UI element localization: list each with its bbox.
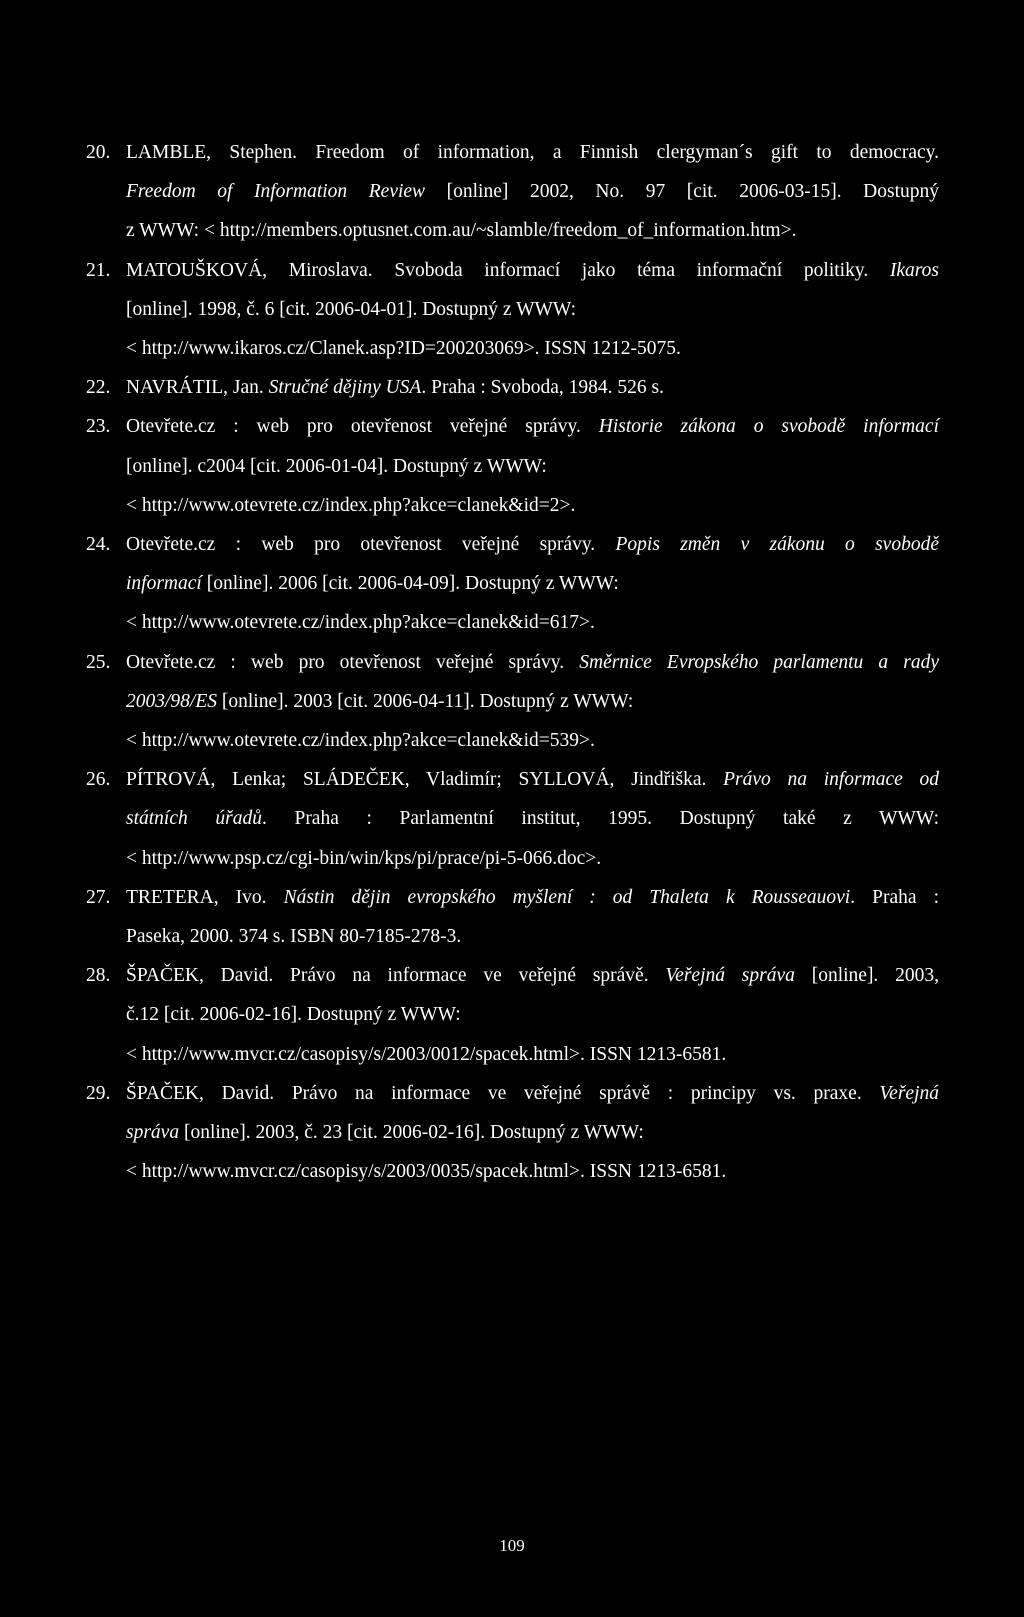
reference-text: Otevřete.cz : web pro otevřenost veřejné správy. xyxy=(126,534,616,556)
reference-line xyxy=(126,290,939,329)
reference-text: [online]. 2006 [cit. 2006-04-09]. Dostupný z WWW: xyxy=(201,573,619,595)
reference-entry xyxy=(86,525,939,643)
reference-entry xyxy=(86,643,939,761)
reference-line xyxy=(126,760,939,799)
reference-text: < http://www.otevrete.cz/index.php?akce=clanek&id=539>. xyxy=(126,730,595,752)
reference-line xyxy=(126,211,939,250)
reference-title-text: Popis změn v zákonu o svobodě xyxy=(615,534,939,556)
reference-line xyxy=(126,603,939,642)
reference-text: [online]. 2003, xyxy=(794,965,940,987)
reference-title-text: Stručné dějiny USA xyxy=(268,377,422,399)
reference-text: Otevřete.cz : web pro otevřenost veřejné správy. xyxy=(126,416,599,438)
reference-text: LAMBLE, Stephen. Freedom of information, a Finnish clergyman´s gift to democracy. xyxy=(126,142,939,163)
reference-line xyxy=(126,1152,939,1191)
reference-text: . Praha : Parlamentní institut, 1995. Dostupný také z WWW: xyxy=(261,808,939,830)
reference-number: 27. xyxy=(86,886,111,908)
reference-line xyxy=(126,1113,939,1152)
reference-text: [online]. 2003 [cit. 2006-04-11]. Dostupný z WWW: xyxy=(217,690,634,712)
reference-text: PÍTROVÁ, Lenka; SLÁDEČEK, Vladimír; SYLLOVÁ, Jindřiška. xyxy=(126,769,724,791)
reference-number: 29. xyxy=(86,1082,111,1104)
reference-text: [online] 2002, No. 97 [cit. 2006-03-15]. Dostupný xyxy=(425,181,939,203)
reference-line xyxy=(126,368,939,407)
reference-title-text: Freedom of Information Review xyxy=(126,181,426,203)
page-number: 109 xyxy=(499,1536,525,1555)
reference-line xyxy=(126,878,939,917)
reference-line xyxy=(126,251,939,290)
reference-title-text: Veřejná xyxy=(879,1082,939,1104)
reference-line xyxy=(126,525,939,564)
reference-title-text: Směrnice Evropského parlamentu a rady xyxy=(579,651,939,673)
reference-line xyxy=(126,486,939,525)
reference-text: [online]. 1998, č. 6 [cit. 2006-04-01]. Dostupný z WWW: xyxy=(126,298,577,320)
reference-text: NAVRÁTIL, Jan. xyxy=(126,377,269,399)
reference-number: 24. xyxy=(86,534,111,556)
reference-entry xyxy=(86,878,939,956)
reference-number: 20. xyxy=(86,142,111,163)
reference-text: TRETERA, Ivo. xyxy=(126,886,284,908)
reference-text: z WWW: < http://members.optusnet.com.au/~slamble/freedom_of_information.htm>. xyxy=(126,220,797,242)
reference-line xyxy=(126,682,939,721)
reference-title-text: Veřejná správa xyxy=(665,965,795,987)
reference-number: 28. xyxy=(86,965,111,987)
reference-text: [online]. c2004 [cit. 2006-01-04]. Dostupný z WWW: xyxy=(126,455,547,477)
reference-text: MATOUŠKOVÁ, Miroslava. Svoboda informací jako téma informační politiky. xyxy=(126,259,890,281)
reference-line xyxy=(126,995,939,1034)
reference-line xyxy=(126,799,939,838)
reference-title-text: Právo na informace od xyxy=(723,769,939,791)
reference-title-text: informací xyxy=(126,573,202,595)
reference-entry xyxy=(86,407,939,525)
reference-entry xyxy=(86,133,939,251)
reference-text: < http://www.mvcr.cz/casopisy/s/2003/0035/spacek.html>. ISSN 1213-6581. xyxy=(126,1161,727,1183)
reference-title-text: státních úřadů xyxy=(126,808,262,830)
reference-text: < http://www.otevrete.cz/index.php?akce=clanek&id=2>. xyxy=(126,494,576,516)
reference-list xyxy=(86,133,939,1191)
reference-line xyxy=(126,447,939,486)
reference-text: . Praha : Svoboda, 1984. 526 s. xyxy=(421,377,665,399)
reference-title-text: 2003/98/ES xyxy=(126,690,217,712)
reference-text: ŠPAČEK, David. Právo na informace ve veřejné správě : principy vs. praxe. xyxy=(126,1082,880,1104)
reference-text: č.12 [cit. 2006-02-16]. Dostupný z WWW: xyxy=(126,1004,461,1026)
reference-line xyxy=(126,172,939,211)
reference-line xyxy=(126,564,939,603)
reference-number: 21. xyxy=(86,259,111,281)
reference-entry xyxy=(86,760,939,878)
reference-number: 26. xyxy=(86,769,111,791)
reference-title-text: správa xyxy=(126,1122,180,1144)
reference-text: Otevřete.cz : web pro otevřenost veřejné správy. xyxy=(126,651,580,673)
reference-text: < http://www.otevrete.cz/index.php?akce=clanek&id=617>. xyxy=(126,612,595,634)
reference-line xyxy=(126,917,939,956)
reference-line xyxy=(126,721,939,760)
reference-line xyxy=(126,1074,939,1113)
reference-text: ŠPAČEK, David. Právo na informace ve veřejné správě. xyxy=(126,965,666,987)
reference-number: 23. xyxy=(86,416,111,438)
reference-number: 22. xyxy=(86,377,111,399)
reference-text: [online]. 2003, č. 23 [cit. 2006-02-16]. Dostupný z WWW: xyxy=(179,1122,644,1144)
reference-line xyxy=(126,643,939,682)
reference-line xyxy=(126,329,939,368)
reference-entry xyxy=(86,1074,939,1192)
reference-text: Paseka, 2000. 374 s. ISBN 80-7185-278-3. xyxy=(126,926,462,948)
reference-line xyxy=(126,1035,939,1074)
reference-title-text: Historie zákona o svobodě informací xyxy=(598,416,939,438)
reference-text: < http://www.psp.cz/cgi-bin/win/kps/pi/prace/pi-5-066.doc>. xyxy=(126,847,602,869)
reference-line xyxy=(126,407,939,446)
reference-line xyxy=(126,133,939,172)
reference-title-text: Nástin dějin evropského myšlení : od Thaleta k Rousseauovi xyxy=(283,886,851,908)
reference-entry xyxy=(86,251,939,369)
reference-text: < http://www.ikaros.cz/Clanek.asp?ID=200203069>. ISSN 1212-5075. xyxy=(126,338,681,360)
reference-text: < http://www.mvcr.cz/casopisy/s/2003/0012/spacek.html>. ISSN 1213-6581. xyxy=(126,1043,727,1065)
reference-title-text: Ikaros xyxy=(889,259,939,281)
reference-line xyxy=(126,839,939,878)
reference-text: . Praha : xyxy=(850,886,939,908)
reference-line xyxy=(126,956,939,995)
reference-number: 25. xyxy=(86,651,111,673)
reference-entry xyxy=(86,368,939,407)
reference-entry xyxy=(86,956,939,1074)
